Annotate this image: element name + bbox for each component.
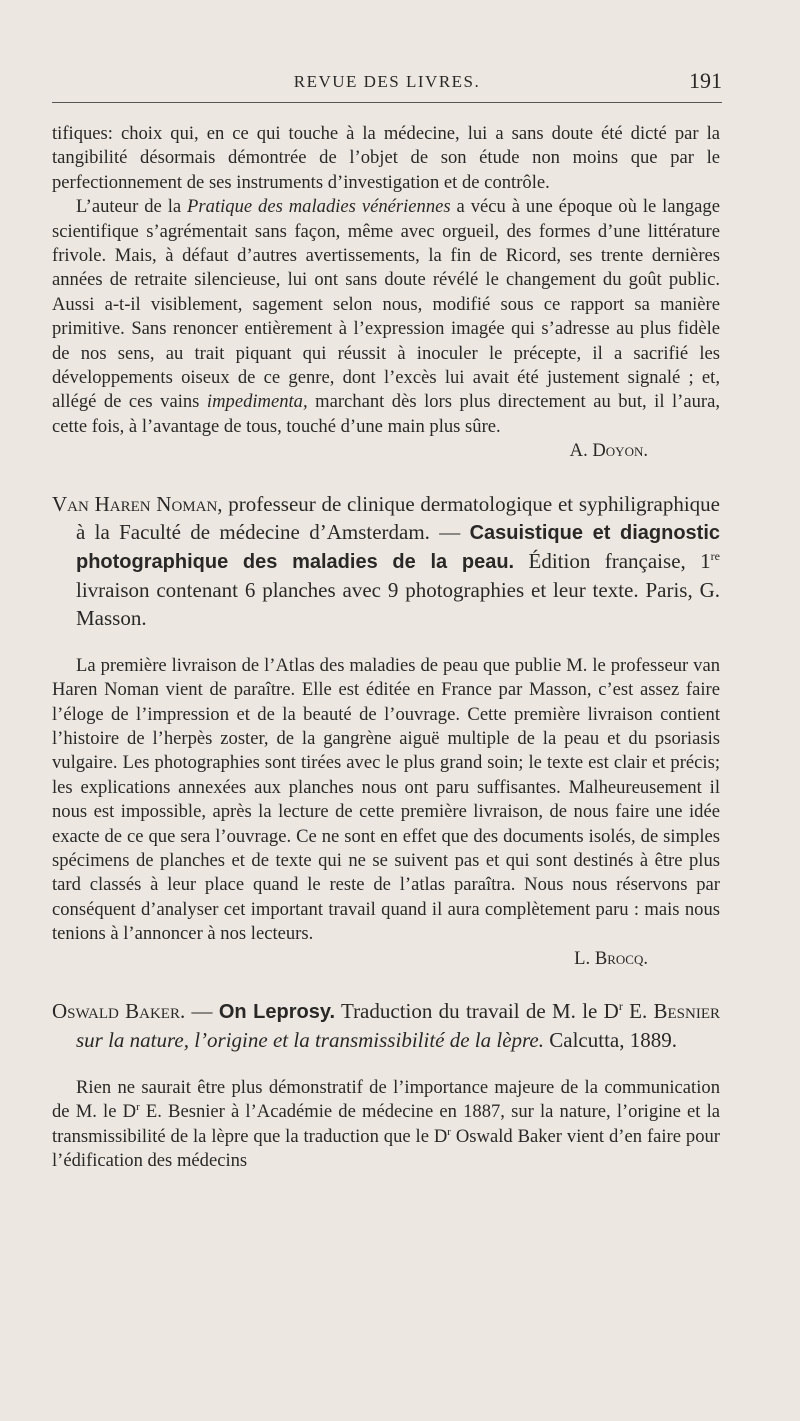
review1-impedimenta: impedimenta, <box>206 391 308 413</box>
review3-author: Oswald Baker. <box>52 998 186 1023</box>
review2-book-title: Casuistique et diagnostic photographique des maladies de la peau. <box>76 521 720 573</box>
page-number: 191 <box>689 68 722 93</box>
review3-sup-3: r <box>447 1125 451 1138</box>
review2-desc-c: livraison contenant 6 planches avec 9 photographies et leur texte. Paris, G. Masson. <box>76 577 720 630</box>
review1-book-title: Pratique des maladies vénériennes <box>187 196 451 218</box>
review2-author: Van Haren Noman, <box>52 491 223 516</box>
review2-sup: re <box>710 548 720 563</box>
review3-desc-italic: sur la nature, l’origine et la transmissibilité de la lèpre. <box>76 1027 544 1052</box>
running-head <box>52 68 722 94</box>
review1-paragraph-1: tifiques: choix qui, en ce qui touche à la médecine, lui a sans doute été dicté par la tangibilité désormais démontrée de l’objet de son étude non moins que par le perfectionnement de ses instruments d’investigation et de contrôle. <box>52 123 720 193</box>
review1-p2-a: L’auteur de la <box>76 196 188 218</box>
page-body <box>52 122 720 1174</box>
review3-text-b: E. Besnier à l’Académie de médecine en 1887, sur la nature, l’origine et la transmissibilité de la lèpre que la traduction que le D <box>52 1101 721 1147</box>
review2-desc-b: Édition française, 1 <box>514 548 711 573</box>
review3-heading <box>52 997 720 1054</box>
review3-sup-1: r <box>618 998 623 1013</box>
running-title: REVUE DES LIVRES. <box>293 72 481 91</box>
review1-paragraph-2 <box>52 195 720 439</box>
review2-desc-a: professeur de clinique dermatologique et syphiligraphique à la Faculté de médecine d’Amsterdam. — <box>76 491 720 544</box>
review1-p2-c: marchant dès lors plus directement au but, il l’aura, cette fois, à l’avantage de tous, touché d’une main plus sûre. <box>52 391 720 437</box>
review1-p2-b: a vécu à une époque où le langage scientifique s’agrémentait sans façon, même avec orgueil, des formes d’une littérature frivole. Mais, à défaut d’autres avertissements, la fin de Ricord, ses trente dernières années de retraite silencieuse, lui ont sans doute révélé le changement du goût public. Aussi a-t-il visiblement, sagement selon nous, modifié sous ce rapport sa manière primitive. Sans renoncer entièrement à l’expression imagée qui s’adresse au plus fidèle de nos sens, au trait piquant qui réussit à inoculer le précepte, il a sacrifié les développements oiseux de ce genre, dont l’excès lui avait été justement signalé ; et, allégé de ces vains <box>52 196 720 413</box>
review2-text: La première livraison de l’Atlas des maladies de peau que publie M. le professeur van Haren Noman vient de paraître. Elle est éditée en France par Masson, c’est assez faire l’éloge de l’impression et de la beauté de l’ouvrage. Cette première livraison contient l’histoire de l’herpès zoster, de la gangrène aiguë multiple de la peau et du psoriasis vulgaire. Les photographies sont tirées avec le plus grand soin; le texte est clair et précis; les explications annexées aux planches nous ont paru suffisantes. Malheureusement il nous est impossible, après la lecture de cette première livraison, de nous faire une idée exacte de ce que sera l’ouvrage. Ce ne sont en effet que des documents isolés, de simples spécimens de planches et de texte qui ne se suivent pas et qui sont destinés à être plus tard classés à leur place quand le reste de l’atlas paraîtra. Nous nous réservons par conséquent d’analyser cet important travail quand il aura complètement paru : mais nous tenions à l’annoncer à nos lecteurs. <box>52 654 720 945</box>
review3-sup-2: r <box>136 1101 140 1114</box>
review2-signature: L. Brocq. <box>574 947 648 969</box>
review3-text-a: Rien ne saurait être plus démonstratif de l’importance majeure de la communication de M. le D <box>52 1076 720 1123</box>
review3-book-title: On Leprosy. <box>218 1000 336 1023</box>
review3-text-c: Oswald Baker vient d’en faire pour l’édification des médecins <box>52 1125 720 1172</box>
header-rule <box>52 102 722 103</box>
review1-signature: A. Doyon. <box>569 440 648 462</box>
review3-text <box>52 1076 720 1174</box>
review3-desc-a: Traduction du travail de M. le D <box>335 998 619 1023</box>
review3-desc-c: Calcutta, 1889. <box>544 1027 677 1052</box>
review3-desc-b: E. <box>622 998 654 1023</box>
review3-dash: — <box>185 998 219 1023</box>
review2-heading <box>52 490 720 632</box>
review3-besnier: Besnier <box>653 998 721 1023</box>
